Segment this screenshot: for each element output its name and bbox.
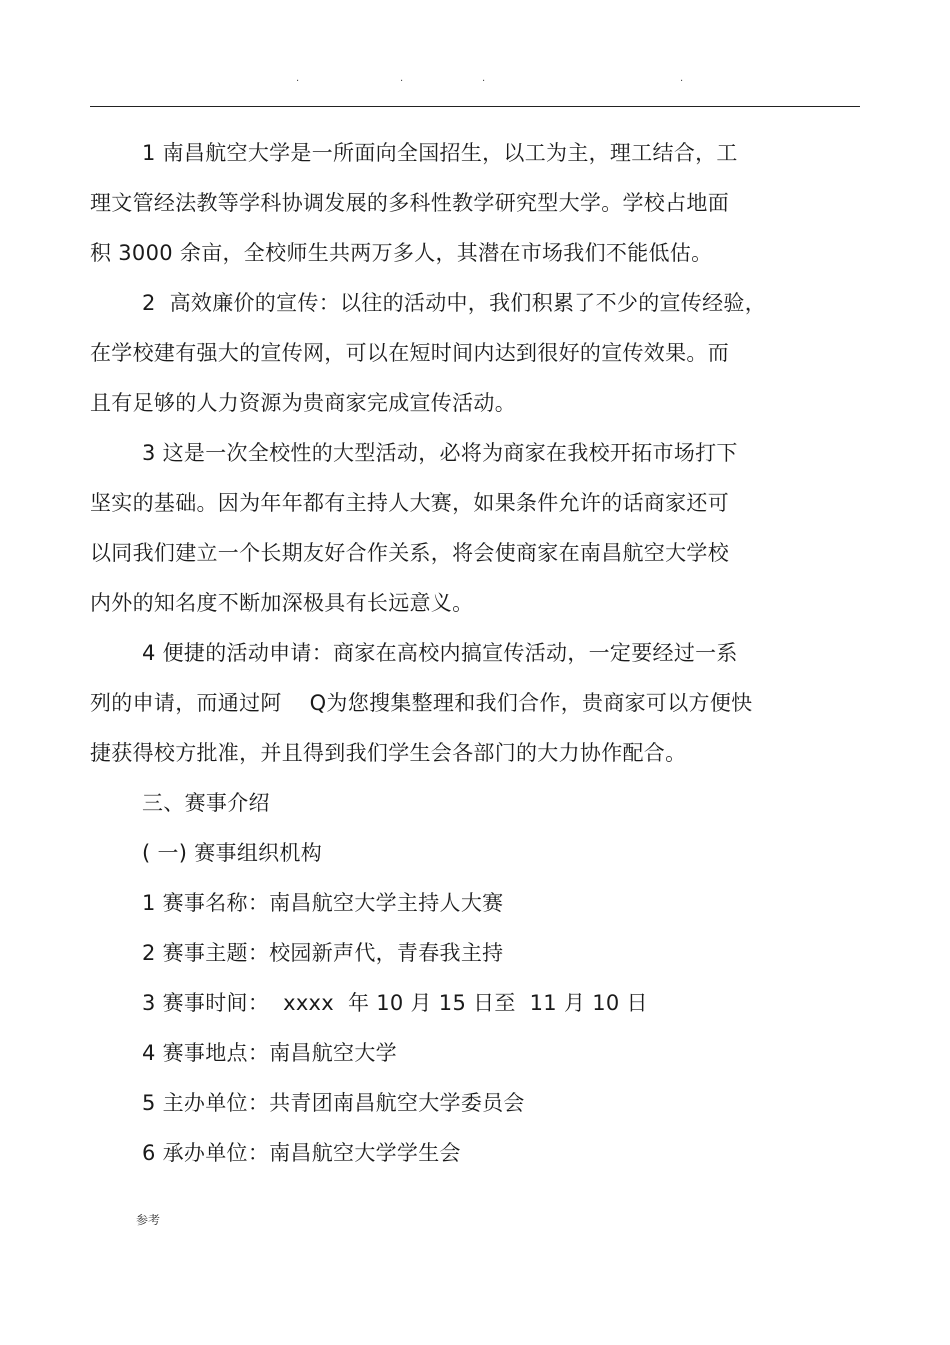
header-dot: . xyxy=(680,73,684,84)
paragraph-line: 理文管经法教等学科协调发展的多科性教学研究型大学。学校占地面 xyxy=(90,191,729,215)
list-item: 6 承办单位：南昌航空大学学生会 xyxy=(142,1141,461,1165)
list-item: 1 赛事名称：南昌航空大学主持人大赛 xyxy=(142,891,504,915)
paragraph-line: 列的申请，而通过阿 Q为您搜集整理和我们合作，贵商家可以方便快 xyxy=(90,691,753,715)
list-item: 5 主办单位：共青团南昌航空大学委员会 xyxy=(142,1091,525,1115)
paragraph-line: 以同我们建立一个长期友好合作关系，将会使商家在南昌航空大学校 xyxy=(90,541,729,565)
paragraph-line: 且有足够的人力资源为贵商家完成宣传活动。 xyxy=(90,391,516,415)
header-dots xyxy=(0,72,950,86)
header-rule xyxy=(90,106,860,107)
paragraph-line: 1 南昌航空大学是一所面向全国招生，以工为主，理工结合，工 xyxy=(142,141,738,165)
header-dot: . xyxy=(296,73,300,84)
paragraph-line: 积 3000 余亩，全校师生共两万多人，其潜在市场我们不能低估。 xyxy=(90,241,713,265)
document-body xyxy=(90,128,810,1178)
paragraph-line: 4 便捷的活动申请：商家在高校内搞宣传活动，一定要经过一系 xyxy=(142,641,738,665)
list-item: 4 赛事地点：南昌航空大学 xyxy=(142,1041,397,1065)
paragraph-line: 在学校建有强大的宣传网，可以在短时间内达到很好的宣传效果。而 xyxy=(90,341,729,365)
paragraph-line: 捷获得校方批准，并且得到我们学生会各部门的大力协作配合。 xyxy=(90,741,687,765)
footer-note: 参考 xyxy=(136,1213,161,1227)
paragraph-line: 2 高效廉价的宣传：以往的活动中，我们积累了不少的宣传经验， xyxy=(142,291,767,315)
list-item: 3 赛事时间： xxxx 年 10 月 15 日至 11 月 10 日 xyxy=(142,991,648,1015)
section-subheading: ( 一) 赛事组织机构 xyxy=(142,841,323,865)
paragraph-line: 内外的知名度不断加深极具有长远意义。 xyxy=(90,591,474,615)
header-dot: . xyxy=(482,73,486,84)
paragraph-line: 坚实的基础。因为年年都有主持人大赛，如果条件允许的话商家还可 xyxy=(90,491,729,515)
list-item: 2 赛事主题：校园新声代，青春我主持 xyxy=(142,941,504,965)
paragraph-line: 3 这是一次全校性的大型活动，必将为商家在我校开拓市场打下 xyxy=(142,441,738,465)
section-heading: 三、赛事介绍 xyxy=(142,791,270,815)
header-dot: . xyxy=(400,73,404,84)
